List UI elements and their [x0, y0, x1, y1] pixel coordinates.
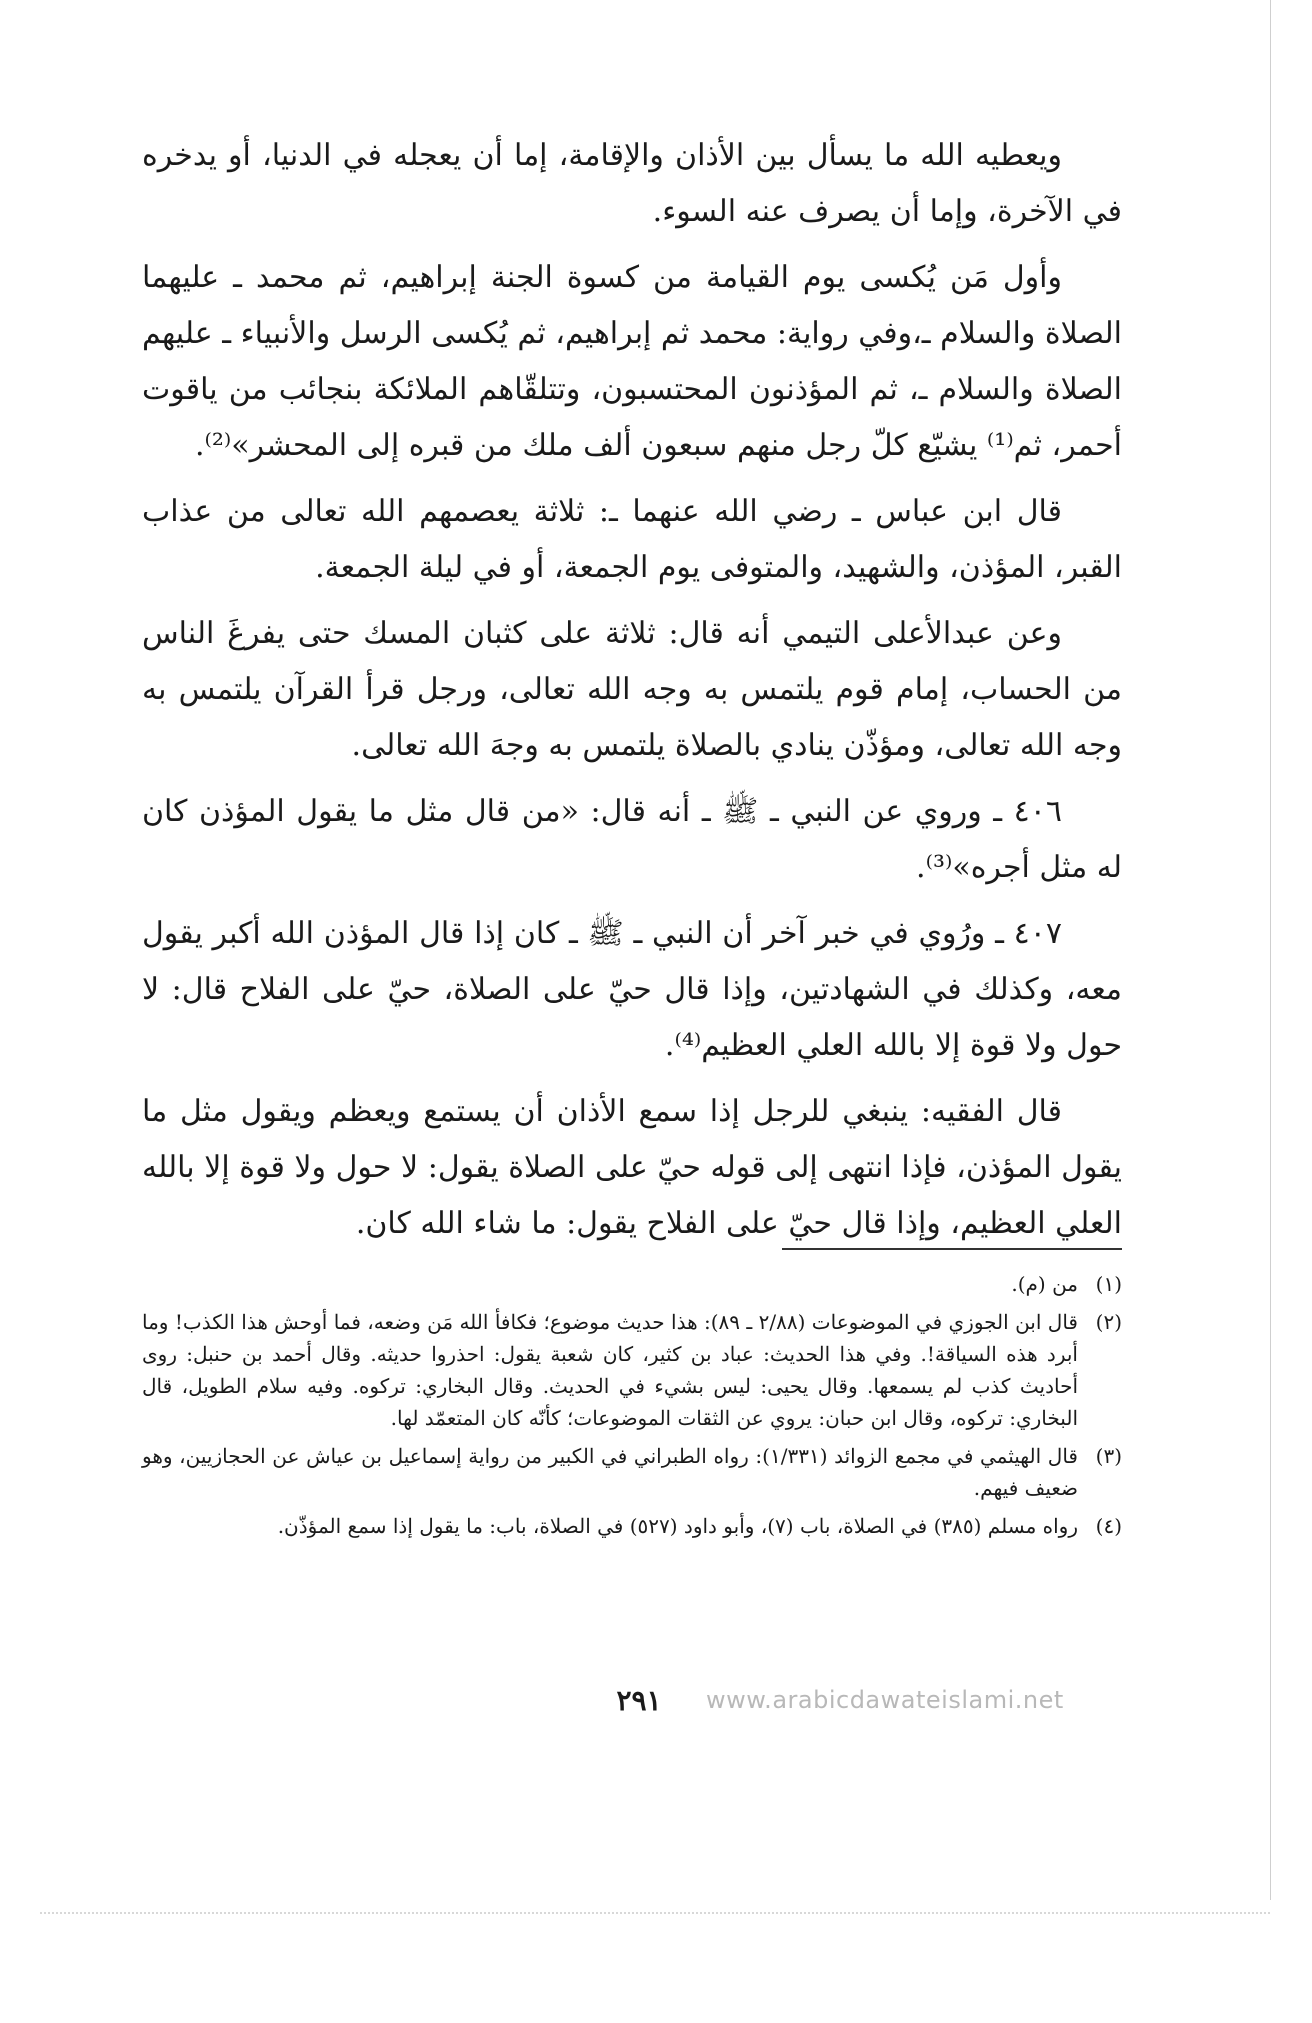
- paragraph-2: وأول مَن يُكسى يوم القيامة من كسوة الجنة إبراهيم، ثم محمد ـ عليهما الصلاة والسلام ـ،وفي رواية: محمد ثم إبراهيم، ثم يُكسى الرسل والأنبياء ـ عليهم الصلاة والسلام ـ، ثم المؤذنون المحتسبون، وتتلقّاهم الملائكة بنجائب من ياقوت أحمر، ثم⁽¹⁾ يشيّع كلّ رجل منهم سبعون ألف ملك من قبره إلى المحشر»⁽²⁾.: [142, 260, 1122, 463]
- website-watermark: www.arabicdawateislami.net: [706, 1686, 1064, 1714]
- footnote-number: (٢): [1095, 1310, 1122, 1334]
- footnote-text: قال ابن الجوزي في الموضوعات (٢/٨٨ ـ ٨٩): هذا حديث موضوع؛ فكافأ الله مَن وضعه، فما أوحش هذا الكذب! وما أبرد هذه السياقة!. وفي هذا الحديث: عباد بن كثير، كان شعبة يقول: احذروا حديثه. وقال أحمد بن حنبل: روى أحاديث كذب لم يسمعها. وقال يحيى: ليس بشيء في الحديث. وقال البخاري: تركوه. وفيه سلام الطويل، قال البخاري: تركوه، وقال ابن حبان: يروي عن الثقات الموضوعات؛ كأنّه كان المتعمّد لها.: [142, 1310, 1078, 1430]
- footnote-separator: [782, 1248, 1122, 1250]
- footnote-4: [142, 1510, 1122, 1542]
- paragraph-4: وعن عبدالأعلى التيمي أنه قال: ثلاثة على كثبان المسك حتى يفرغَ الناس من الحساب، إمام قوم يلتمس به وجه الله تعالى، ورجل قرأ القرآن يلتمس به وجه الله تعالى، ومؤذّن ينادي بالصلاة يلتمس به وجهَ الله تعالى.: [142, 616, 1122, 763]
- scan-bottom-dots: [40, 1912, 1270, 1914]
- footnotes: [142, 1268, 1122, 1548]
- paragraph-1: ويعطيه الله ما يسأل بين الأذان والإقامة، إما أن يعجله في الدنيا، أو يدخره في الآخرة، وإما أن يصرف عنه السوء.: [142, 138, 1122, 229]
- footnote-text: رواه مسلم (٣٨٥) في الصلاة، باب (٧)، وأبو داود (٥٢٧) في الصلاة، باب: ما يقول إذا سمع المؤذّن.: [277, 1514, 1078, 1538]
- page-number: ٢٩١: [616, 1684, 662, 1717]
- footnote-text: من (م).: [1011, 1272, 1078, 1296]
- footnote-text: قال الهيثمي في مجمع الزوائد (١/٣٣١): رواه الطبراني في الكبير من رواية إسماعيل بن عياش عن الحجازيين، وهو ضعيف فيهم.: [142, 1444, 1078, 1500]
- footnote-2: [142, 1306, 1122, 1434]
- paragraph-7: قال الفقيه: ينبغي للرجل إذا سمع الأذان أن يستمع ويعظم ويقول مثل ما يقول المؤذن، فإذا انتهى إلى قوله حيّ على الصلاة يقول: لا حول ولا قوة إلا بالله العلي العظيم، وإذا قال حيّ على الفلاح يقول: ما شاء الله كان.: [142, 1094, 1122, 1241]
- main-text: [142, 128, 1122, 1262]
- paragraph-6-hadith-407: ٤٠٧ ـ ورُوي في خبر آخر أن النبي ـ ﷺ ـ كان إذا قال المؤذن الله أكبر يقول معه، وكذلك في الشهادتين، وإذا قال حيّ على الصلاة، حيّ على الفلاح قال: لا حول ولا قوة إلا بالله العلي العظيم⁽⁴⁾.: [142, 916, 1122, 1063]
- footnote-number: (٣): [1095, 1444, 1122, 1468]
- paragraph-5-hadith-406: ٤٠٦ ـ وروي عن النبي ـ ﷺ ـ أنه قال: «من قال مثل ما يقول المؤذن كان له مثل أجره»⁽³⁾.: [142, 794, 1122, 885]
- footnote-1: [142, 1268, 1122, 1300]
- paragraph-3: قال ابن عباس ـ رضي الله عنهما ـ: ثلاثة يعصمهم الله تعالى من عذاب القبر، المؤذن، والشهيد، والمتوفى يوم الجمعة، أو في ليلة الجمعة.: [142, 494, 1122, 585]
- footnote-number: (٤): [1095, 1514, 1122, 1538]
- footnote-number: (١): [1095, 1272, 1122, 1296]
- scan-edge-line: [1270, 0, 1271, 1900]
- footnote-3: [142, 1440, 1122, 1504]
